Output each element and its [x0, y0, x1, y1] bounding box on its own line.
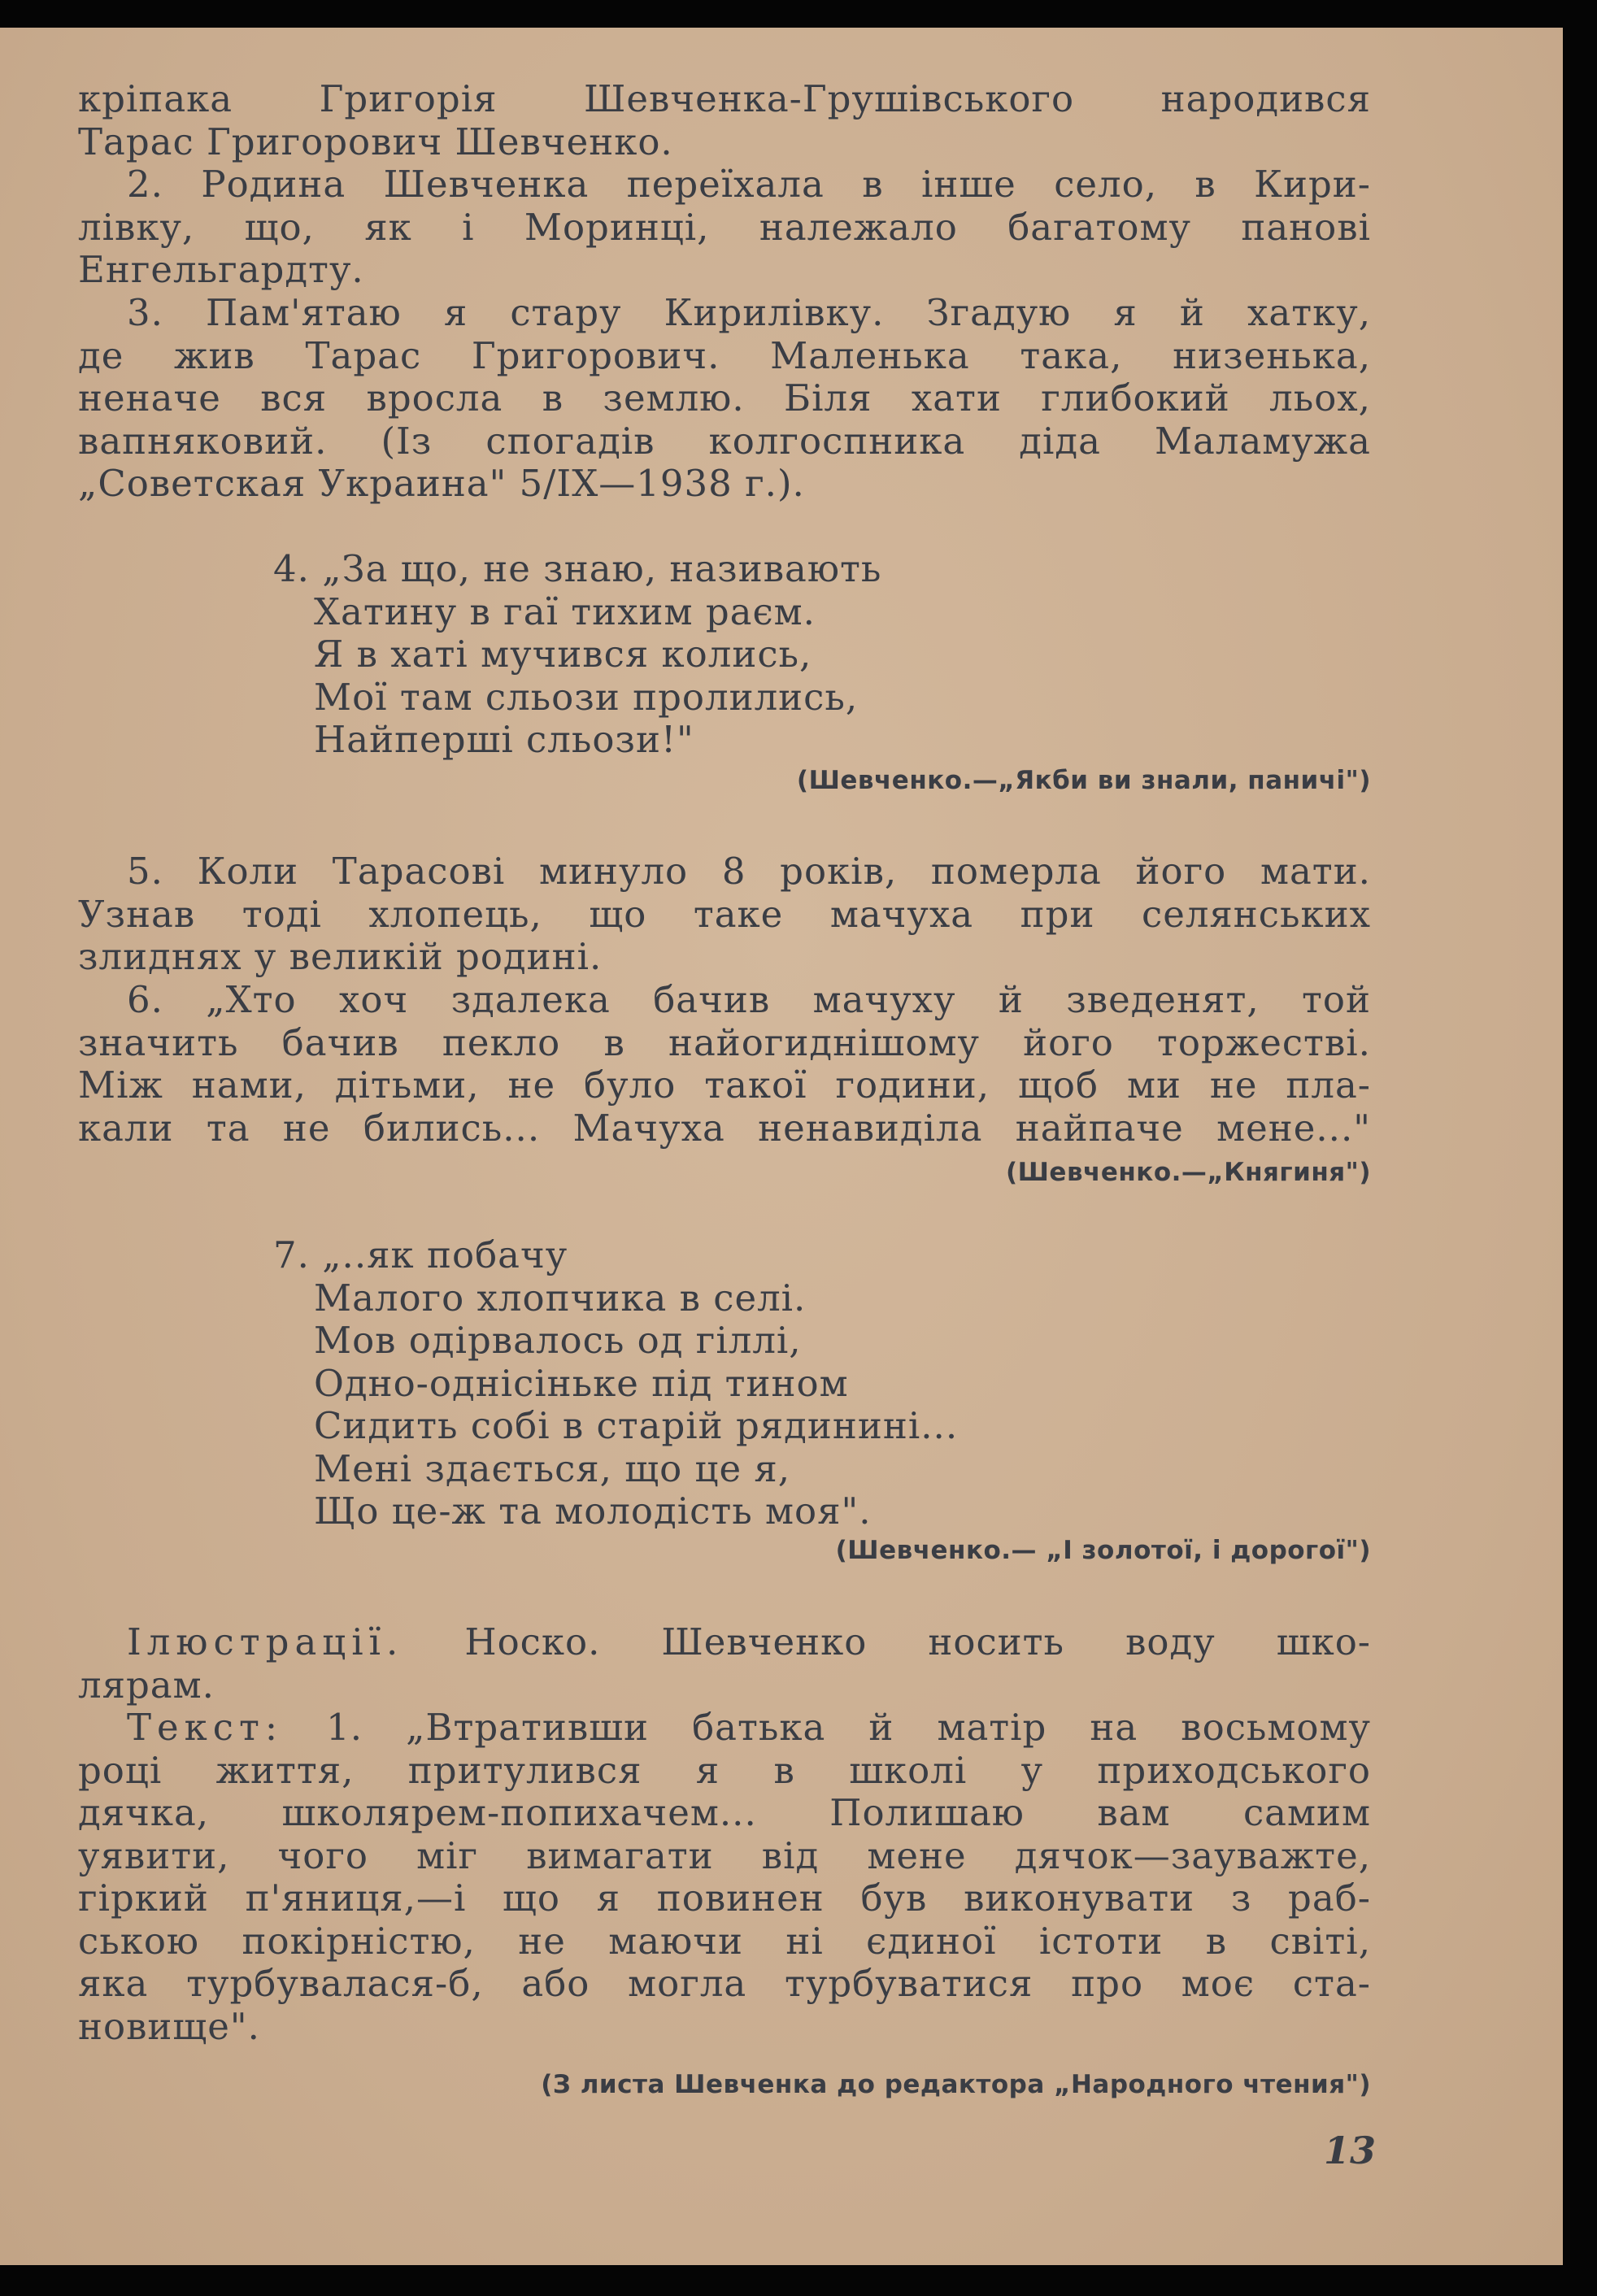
text-line: Між нами, дітьми, не було такої години, щоб ми не пла-: [78, 1063, 1371, 1107]
text-line: Тарас Григорович Шевченко.: [78, 120, 673, 163]
text-line: кріпака Григорія Шевченка-Грушівського народився: [78, 77, 1371, 120]
text-line: лярам.: [78, 1663, 215, 1707]
text-line: гіркий п'яниця,—і що я повинен був виконувати з раб-: [78, 1876, 1371, 1920]
text-first-line: 1. „Втративши батька й матір на восьмому: [283, 1706, 1371, 1749]
text-line: 3. Пам'ятаю я стару Кирилівку. Згадую я й хатку,: [127, 291, 1371, 334]
verse-7: [273, 1234, 958, 1533]
verse-line: Сидить собі в старій рядинині...: [314, 1404, 959, 1447]
text-line: Узнав тоді хлопець, що таке мачуха при селянських: [78, 892, 1371, 936]
paragraph-6: [78, 979, 1371, 1150]
text-line: дячка, школярем-попихачем... Полишаю вам самим: [78, 1791, 1371, 1834]
citation-verse-4: (Шевченко.—„Якби ви знали, паничі"): [796, 766, 1371, 795]
verse-line: Я в хаті мучився колись,: [314, 633, 812, 676]
text-paragraph: [78, 1707, 1371, 2048]
intro-paragraph: [78, 78, 1371, 163]
citation-paragraph-6: (Шевченко.—„Княгиня"): [1005, 1158, 1371, 1187]
text-label: Текст:: [127, 1706, 284, 1749]
text-line: [78, 1707, 1371, 1750]
verse-4: [273, 548, 881, 762]
text-line: неначе вся вросла в землю. Біля хати глибокий льох,: [78, 376, 1371, 420]
text-line: 6. „Хто хоч здалека бачив мачуху й зведенят, той: [127, 978, 1371, 1021]
page-number: 13: [1323, 2129, 1376, 2172]
text-line: 5. Коли Тарасові минуло 8 років, померла його мати.: [127, 850, 1371, 893]
text-line: ською покірністю, не маючи ні єдиної істоти в світі,: [78, 1919, 1371, 1963]
paragraph-2: [78, 163, 1371, 292]
illustrations-paragraph: [78, 1621, 1371, 1707]
text-line: де жив Тарас Григорович. Маленька така, низенька,: [78, 333, 1371, 377]
verse-line: Мої там сльози пролились,: [314, 675, 859, 719]
text-line: вапняковий. (Із спогадів колгоспника діда Маламужа: [78, 419, 1371, 463]
verse-line: Мені здається, що це я,: [314, 1446, 791, 1490]
citation-verse-7: (Шевченко.— „І золотої, і дорогої"): [835, 1536, 1371, 1565]
verse-line: Найперші сльози!": [314, 718, 694, 761]
text-line: кали та не бились... Мачуха ненавиділа найпаче мене...": [78, 1106, 1371, 1150]
verse-line: 7. „..як побачу: [273, 1233, 568, 1276]
text-line: яка турбувалася-б, або могла турбуватися про моє ста-: [78, 1962, 1371, 2005]
paragraph-3: [78, 292, 1371, 506]
text-line: 2. Родина Шевченка переїхала в інше село, в Кири-: [127, 163, 1371, 206]
verse-line: Малого хлопчика в селі.: [314, 1276, 807, 1320]
illustrations-text: Носко. Шевченко носить воду шко-: [403, 1620, 1371, 1663]
illustrations-label: Ілюстрації.: [127, 1620, 404, 1663]
text-line: злиднях у великій родині.: [78, 935, 603, 978]
text-line: уявити, чого міг вимагати від мене дячок—зауважте,: [78, 1833, 1371, 1877]
text-line: лівку, що, як і Моринці, належало багатому панові: [78, 205, 1371, 249]
text-line: „Советская Украина" 5/ІХ—1938 г.).: [78, 462, 805, 505]
verse-line: Одно-однісіньке під тином: [314, 1361, 849, 1405]
verse-line: 4. „За що, не знаю, називають: [273, 547, 882, 590]
paragraph-5: [78, 850, 1371, 979]
verse-line: Що це-ж та молодість моя".: [314, 1489, 872, 1533]
text-line: [78, 1621, 1371, 1664]
text-line: значить бачив пекло в найогиднішому його торжестві.: [78, 1020, 1371, 1064]
text-line: новище".: [78, 2004, 260, 2048]
book-page: [0, 28, 1563, 2265]
citation-letter: (З листа Шевченка до редактора „Народного чтения"): [541, 2070, 1371, 2099]
verse-line: Мов одірвалось од гіллі,: [314, 1319, 802, 1362]
verse-line: Хатину в гаї тихим раєм.: [314, 589, 816, 633]
text-line: Енгельгардту.: [78, 248, 364, 291]
text-line: році життя, притулився я в школі у приходського: [78, 1748, 1371, 1792]
